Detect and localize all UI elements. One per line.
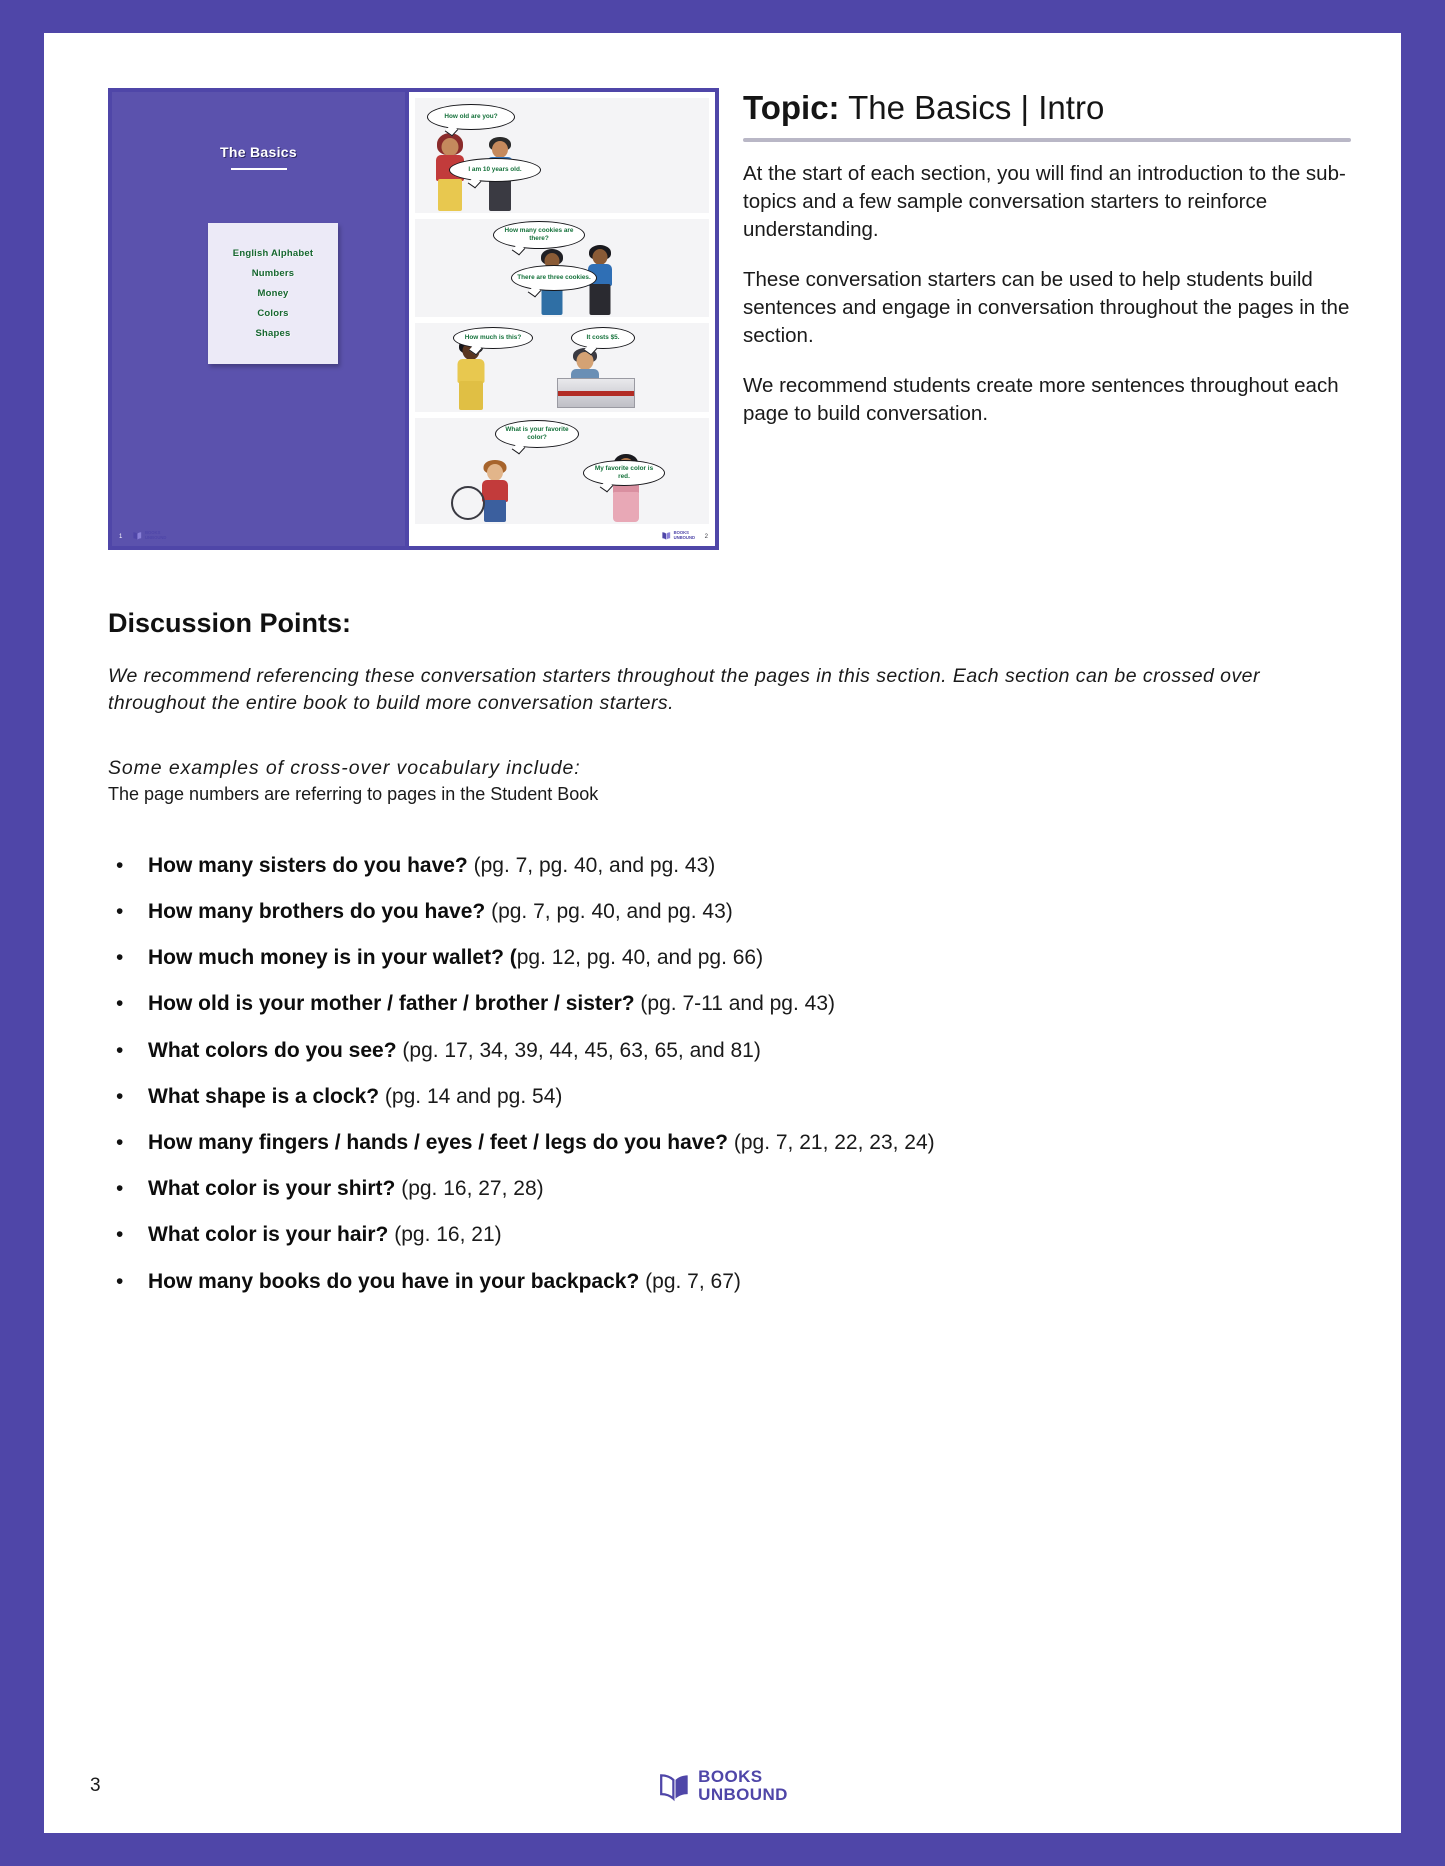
discussion-intro: We recommend referencing these conversation starters throughout the pages in this section. Each section can be crossed over throughout the entire book to build more conversation starters. — [108, 665, 1260, 714]
bullet-glyph: • — [116, 992, 124, 1016]
speech-bubble: How old are you? — [427, 104, 515, 130]
bullet-glyph: • — [116, 1269, 124, 1293]
list-item — [108, 853, 1331, 878]
slide-title-underline — [231, 168, 287, 170]
speech-bubble: How much is this? — [453, 327, 533, 349]
slide-logo-line1: BOOKS — [673, 530, 689, 536]
title-divider — [743, 138, 1351, 142]
speech-bubble: How many cookies are there? — [493, 221, 585, 249]
list-item — [108, 1084, 1331, 1109]
speech-bubble: What is your favorite color? — [495, 420, 579, 448]
comic-panel — [415, 219, 709, 317]
slide-page-number: 1 — [119, 534, 123, 540]
point-question: What color is your shirt? — [148, 1177, 396, 1201]
bullet-glyph: • — [116, 946, 124, 970]
bullet-glyph: • — [116, 1038, 124, 1062]
point-question: What colors do you see? — [148, 1038, 397, 1062]
list-item — [108, 1130, 1331, 1155]
topic-label: Topic: — [743, 89, 840, 126]
list-item — [108, 1038, 1331, 1063]
slide-title: The Basics — [220, 144, 297, 160]
discussion-points-list — [108, 853, 1331, 1294]
point-question: How many sisters do you have? — [148, 853, 468, 877]
point-question: How many brothers do you have? — [148, 900, 486, 923]
books-unbound-logo-icon — [661, 530, 672, 541]
list-item — [108, 1176, 1331, 1201]
point-pages: (pg. 17, 34, 39, 44, 45, 63, 65, and 81) — [402, 1038, 761, 1062]
slide-preview — [108, 88, 719, 550]
topic-paragraph: We recommend students create more sentences throughout each page to build conversation. — [743, 374, 1339, 426]
footer-logo — [657, 1768, 788, 1803]
examples-label: Some examples of cross-over vocabulary include: — [108, 756, 581, 779]
subtopic-item: English Alphabet — [232, 248, 314, 259]
subtopic-item: Colors — [257, 308, 289, 319]
point-pages: (pg. 7, pg. 40, and pg. 43) — [473, 853, 716, 877]
bullet-glyph: • — [116, 853, 124, 877]
list-item — [108, 991, 1331, 1016]
slide-logo — [661, 530, 695, 541]
slide-page-number: 2 — [704, 534, 708, 540]
comic-panel — [415, 98, 709, 213]
slide-logo-line2: UNBOUND — [145, 534, 167, 540]
list-item — [108, 899, 1331, 924]
topic-paragraph: These conversation starters can be used to help students build sentences and engage in conversation throughout the pages in the section. — [743, 267, 1350, 348]
point-pages: (pg. 7, pg. 40, and pg. 43) — [491, 900, 733, 923]
slide-logo-line1: BOOKS — [145, 530, 161, 536]
list-item — [108, 1269, 1331, 1294]
point-pages: (pg. 14 and pg. 54) — [384, 1084, 563, 1108]
point-pages: (pg. 7-11 and pg. 43) — [640, 992, 835, 1016]
bullet-glyph: • — [116, 1130, 124, 1154]
discussion-section — [44, 608, 1401, 1294]
speech-bubble: It costs $5. — [571, 327, 635, 349]
bullet-glyph: • — [116, 1177, 124, 1201]
point-pages: (pg. 16, 21) — [394, 1223, 502, 1247]
books-unbound-logo-icon — [657, 1769, 691, 1803]
bullet-glyph: • — [116, 1223, 124, 1247]
slide-logo — [132, 530, 166, 541]
speech-bubble: I am 10 years old. — [449, 158, 541, 182]
page-title — [743, 90, 1351, 126]
subtopic-item: Shapes — [255, 328, 291, 339]
point-question: How many fingers / hands / eyes / feet / legs do you have? — [148, 1130, 728, 1154]
shop-counter — [557, 378, 635, 408]
topic-column — [743, 88, 1361, 550]
document-page — [44, 33, 1401, 1833]
subtopic-item: Money — [257, 288, 289, 299]
comic-panel — [415, 418, 709, 524]
discussion-heading: Discussion Points: — [108, 608, 352, 638]
topic-paragraph: At the start of each section, you will find an introduction to the sub-topics and a few sample conversation starters to reinforce understanding. — [743, 161, 1346, 241]
topic-value: The Basics | Intro — [848, 89, 1105, 126]
footer-logo-line2: UNBOUND — [698, 1784, 788, 1804]
slide-left — [112, 92, 405, 546]
point-pages: (pg. 7, 21, 22, 23, 24) — [733, 1130, 935, 1154]
page-number: 3 — [90, 1775, 101, 1796]
point-question: How much money is in your wallet? ( — [148, 946, 517, 970]
wheelchair-icon — [451, 486, 485, 520]
top-section — [44, 33, 1401, 550]
books-unbound-logo-icon — [132, 530, 143, 541]
page-footer — [44, 1751, 1401, 1803]
point-question: How many books do you have in your backpack? — [148, 1269, 640, 1293]
list-item — [108, 1222, 1331, 1247]
footer-logo-line1: BOOKS — [698, 1767, 763, 1787]
bullet-glyph: • — [116, 900, 124, 923]
point-pages: (pg. 16, 27, 28) — [401, 1177, 544, 1201]
point-question: What shape is a clock? — [148, 1084, 380, 1108]
speech-bubble: There are three cookies. — [511, 265, 597, 291]
point-pages: pg. 12, pg. 40, and pg. 66) — [516, 946, 764, 970]
subtopic-card — [208, 223, 338, 364]
speech-bubble: My favorite color is red. — [583, 460, 665, 486]
subtopic-item: Numbers — [251, 268, 295, 279]
list-item — [108, 945, 1331, 970]
comic-panel — [415, 323, 709, 412]
page-number-note: The page numbers are referring to pages in the Student Book — [108, 783, 599, 804]
bullet-glyph: • — [116, 1084, 124, 1108]
slide-logo-line2: UNBOUND — [673, 534, 695, 540]
point-question: What color is your hair? — [148, 1223, 389, 1247]
point-question: How old is your mother / father / brother / sister? — [148, 992, 635, 1016]
comic-panels — [415, 98, 709, 524]
point-pages: (pg. 7, 67) — [645, 1269, 741, 1293]
slide-right — [409, 92, 715, 546]
